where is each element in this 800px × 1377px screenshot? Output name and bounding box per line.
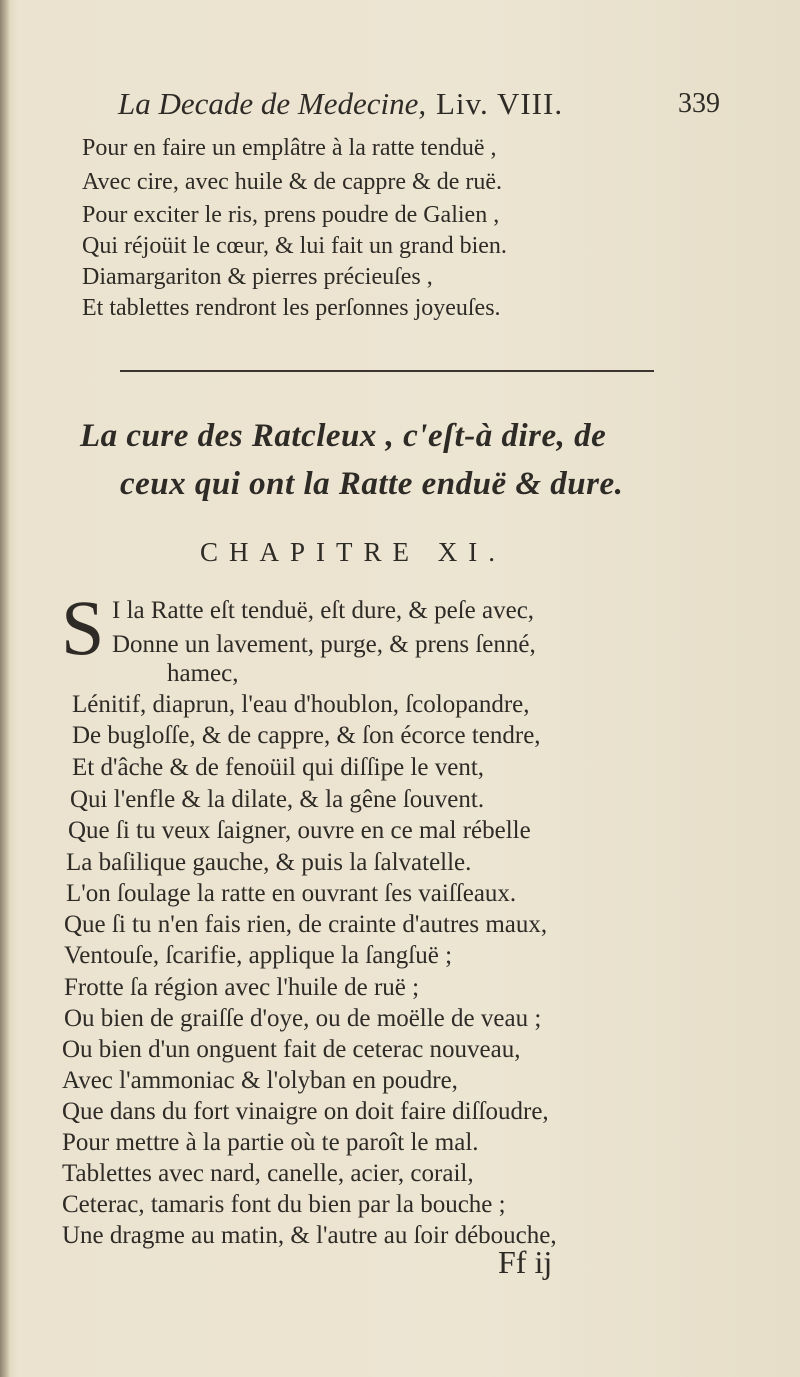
verse-line: Pour en faire un emplâtre à la ratte tenduë , — [82, 135, 497, 161]
body-line: Ventouſe, ſcarifie, applique la ſangſuë ; — [64, 942, 453, 969]
body-line: Frotte ſa région avec l'huile de ruë ; — [64, 974, 420, 1001]
body-line: Ceterac, tamaris font du bien par la bouche ; — [62, 1191, 506, 1218]
body-line: Ou bien de graiſſe d'oye, ou de moëlle de veau ; — [64, 1005, 542, 1032]
body-line: Ou bien d'un onguent fait de ceterac nouveau, — [62, 1036, 521, 1063]
section-divider — [120, 370, 654, 372]
chapter-title-line: ceux qui ont la Ratte enduë & dure. — [120, 466, 624, 502]
body-line: Pour mettre à la partie où te paroît le mal. — [62, 1129, 479, 1156]
body-line: La baſilique gauche, & puis la ſalvatelle. — [66, 849, 472, 876]
chapter-title-line: La cure des Ratcleux , c'eſt-à dire, de — [80, 418, 607, 454]
signature-mark: Ff ij — [498, 1244, 553, 1280]
verse-line: Diamargariton & pierres précieuſes , — [82, 264, 433, 290]
body-line: hamec, — [167, 660, 239, 687]
body-line: Lénitif, diaprun, l'eau d'houblon, ſcolopandre, — [72, 691, 530, 718]
body-line: Que ſi tu veux ſaigner, ouvre en ce mal rébelle — [68, 817, 531, 844]
body-line: Qui l'enfle & la dilate, & la gêne ſouvent. — [70, 786, 485, 813]
body-line: Une dragme au matin, & l'autre au ſoir débouche, — [62, 1222, 557, 1249]
running-title: La Decade de Medecine, — [118, 86, 427, 121]
body-line: L'on ſoulage la ratte en ouvrant ſes vaiſſeaux. — [66, 880, 517, 907]
verse-line: Et tablettes rendront les perſonnes joyeuſes. — [82, 295, 501, 321]
verse-line: Qui réjoüit le cœur, & lui fait un grand bien. — [82, 233, 507, 259]
page-number: 339 — [678, 88, 720, 119]
page-edge-shadow — [0, 0, 10, 1377]
verse-line: Pour exciter le ris, prens poudre de Galien , — [82, 202, 500, 228]
body-line: De bugloſſe, & de cappre, & ſon écorce tendre, — [72, 722, 541, 749]
body-line: Tablettes avec nard, canelle, acier, corail, — [62, 1160, 474, 1187]
drop-cap: S — [61, 584, 105, 671]
body-line: Avec l'ammoniac & l'olyban en poudre, — [62, 1067, 458, 1094]
book-number: Liv. VIII. — [436, 86, 564, 121]
body-line: Et d'âche & de fenoüil qui diſſipe le vent, — [72, 754, 485, 781]
body-line: Que ſi tu n'en fais rien, de crainte d'autres maux, — [64, 911, 548, 938]
body-line: Donne un lavement, purge, & prens ſenné, — [112, 631, 536, 658]
body-line: Que dans du fort vinaigre on doit faire diſſoudre, — [62, 1098, 549, 1125]
running-header — [118, 86, 748, 130]
body-line: I la Ratte eſt tenduë, eſt dure, & peſe avec, — [112, 597, 535, 624]
chapter-heading: CHAPITRE XI. — [200, 537, 506, 567]
verse-line: Avec cire, avec huile & de cappre & de ruë. — [82, 169, 502, 195]
